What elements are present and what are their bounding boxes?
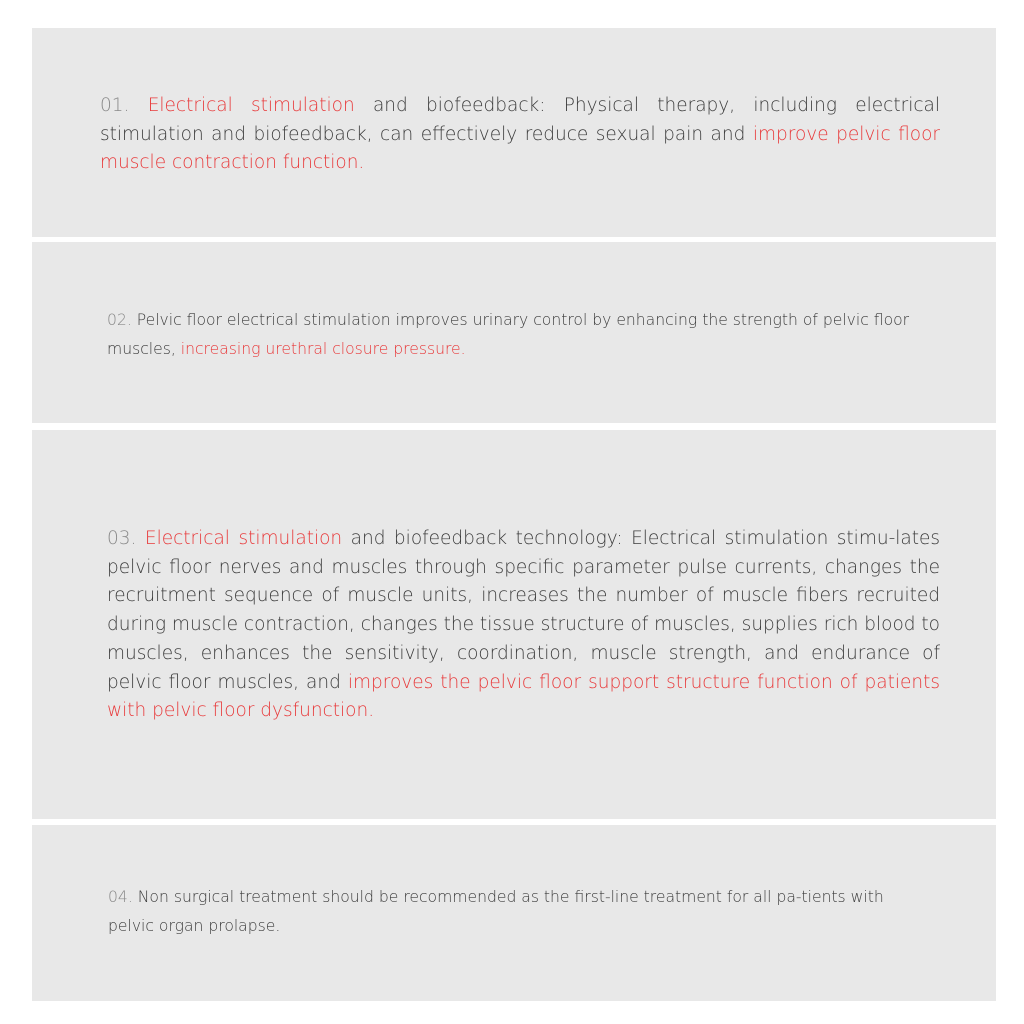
card-paragraph-04 (108, 883, 916, 940)
card-paragraph-02 (107, 306, 926, 363)
item-number: 02. (107, 311, 132, 329)
card-paragraph-01 (100, 92, 940, 178)
highlight-text: Electrical stimulation (147, 95, 355, 116)
highlight-text: improves the pelvic floor support structure function of patients with pelvic floor dysfunction. (107, 671, 940, 722)
highlight-text: Electrical stimulation (144, 528, 343, 549)
item-number: 01. (100, 95, 130, 116)
body-text: Non surgical treatment should be recommended as the first-line treatment for all pa-tients with pelvic organ prolapse. (108, 888, 884, 935)
highlight-text: improve pelvic floor muscle contraction function. (100, 123, 941, 174)
body-text: and biofeedback technology: Electrical stimulation stimu-lates pelvic floor nerves and muscles through specific parameter pulse currents, changes the recruitment sequence of muscle units, increases the number of muscle fibers recruited during muscle contraction, changes the tissue structure of muscles, supplies rich blood to muscles, enhances the sensitivity, coordination, muscle strength, and endurance of pelvic floor muscles, and (107, 528, 940, 693)
item-number: 03. (107, 528, 137, 549)
highlight-text: increasing urethral closure pressure. (180, 339, 466, 358)
body-text: and biofeedback: Physical therapy, including electrical stimulation and biofeedback, can effectively reduce sexual pain and (100, 95, 940, 145)
info-card-01 (32, 28, 996, 237)
item-number: 04. (108, 888, 133, 906)
info-card-03 (32, 430, 996, 819)
card-paragraph-03 (107, 525, 940, 726)
info-card-02 (32, 242, 996, 423)
body-text: Pelvic floor electrical stimulation improves urinary control by enhancing the strength of pelvic floor muscles, (107, 311, 910, 358)
info-card-04 (32, 825, 996, 1001)
